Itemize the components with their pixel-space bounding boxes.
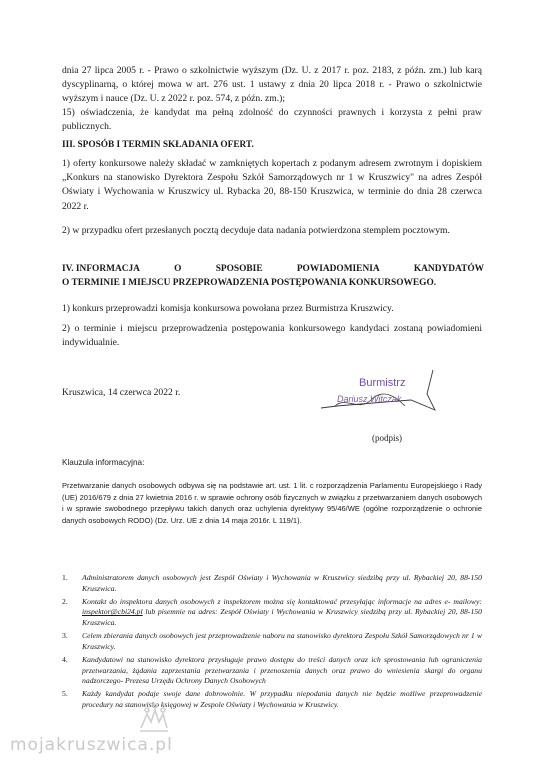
clause-title: Klauzula informacyjna: bbox=[62, 458, 145, 467]
watermark-text: mojakruszwica.pl bbox=[10, 735, 173, 755]
stamp-name: Dariusz Witczak bbox=[337, 394, 402, 404]
date-line: Kruszwica, 14 czerwca 2022 r. bbox=[62, 387, 181, 398]
item-15-paragraph: 15) oświadczenia, że kandydat ma pełną zdolność do czynności prawnych i korzysta z pełni praw publicznych. bbox=[62, 107, 482, 133]
clause-item-number: 5. bbox=[62, 689, 68, 699]
clause-item-number: 3. bbox=[62, 631, 68, 641]
clause-item bbox=[62, 631, 482, 652]
clause-item-number: 1. bbox=[62, 573, 68, 582]
section-3-heading: III. SPOSÓB I TERMIN SKŁADANIA OFERT. bbox=[62, 140, 254, 150]
clause-item bbox=[62, 689, 482, 710]
inspector-email-link[interactable]: inspektor@cbi24.pl bbox=[82, 607, 143, 617]
clause-item bbox=[62, 597, 482, 629]
watermark-logo-icon bbox=[137, 700, 171, 734]
clause-item-text: Każdy kandydat podaje swoje dane dobrowolnie. W przypadku niepodania danych nie będzie możliwe przeprowadzenie procedury na stanowisko księgowej w Zespole Oświaty i Wychowania w Kruszwicy. bbox=[82, 689, 482, 709]
section-4-heading-line-2: O TERMINIE I MIEJSCU PRZEPROWADZENIA POSTĘPOWANIA KONKURSOWEGO. bbox=[62, 277, 437, 288]
clause-item bbox=[62, 655, 482, 687]
heading-word: POWIADOMIENIA bbox=[296, 264, 380, 274]
clause-item-text: Kontakt do inspektora danych osobowych z inspektorem można się kontaktować przesyłając informacje na adres e- mailowy: bbox=[82, 596, 482, 606]
section-3-point-1: 1) oferty konkursowe należy składać w zamkniętych kopertach z podanym adresem zwrotnym i dopiskiem „Konkurs na stanowisko Dyrektora Zespołu Szkół Samorządowych nr 1 w Kruszwicy" na adres Zespół Oświaty i Wychowania w Kruszwicy ul. Rybacka 20, 88-150 Kruszwica, w terminie do dnia 28 czerwca 2022 r. bbox=[62, 158, 482, 212]
section-4-heading bbox=[62, 263, 484, 290]
clause-item-number: 4. bbox=[62, 654, 68, 664]
heading-word: IV. INFORMACJA bbox=[62, 264, 140, 274]
signature-caption: (podpis) bbox=[372, 433, 402, 443]
clause-intro: Przetwarzanie danych osobowych odbywa się na podstawie art. ust. 1 lit. c rozporządzenia Parlamentu Europejskiego i Rady (UE) 2016/679 z dnia 27 kwietnia 2016 r. w sprawie ochrony osób fizycznych w związku z przetwarzaniem danych osobowych i w sprawie swobodnego przepływu takich danych oraz uchylenia dyrektywy 95/46/WE (ogólne rozporządzenie o ochronie danych osobowych RODO) (Dz. Urz. UE z dnia 14 maja 2016r. L 119/1). bbox=[62, 481, 482, 525]
stamp-title: Burmistrz bbox=[359, 377, 406, 389]
heading-word: O bbox=[174, 264, 182, 274]
heading-word: SPOSOBIE bbox=[215, 264, 263, 274]
continuation-paragraph: dnia 27 lipca 2005 r. - Prawo o szkolnictwie wyższym (Dz. U. z 2017 r. poz. 2183, z późn. zm.) lub karą dyscyplinarną, o której mowa w art. 276 ust. 1 ustawy z dnia 20 lipca 2018 r. - Prawo o szkolnictwie wyższym i nauce (Dz. U. z 2022 r. poz. 574, z późn. zm.); bbox=[62, 65, 482, 105]
clause-item-text: Kandydatowi na stanowisko dyrektora przysługuje prawo dostępu do treści danych oraz ich sprostowania lub ograniczenia przetwarzania, żądania zaprzestania przetwarzania i przenoszenia danych oraz prawo do wniesienia skargi do organu nadzorczego- Prezesa Urzędu Ochrony Danych Osobowych bbox=[82, 654, 482, 686]
heading-word: KANDYDATÓW bbox=[413, 264, 484, 274]
clause-item-number: 2. bbox=[62, 596, 68, 606]
section-3-point-2: 2) w przypadku ofert przesłanych pocztą decyduje data nadania potwierdzona stemplem pocztowym. bbox=[62, 225, 450, 236]
clause-item-text: Celem zbierania danych osobowych jest przeprowadzenie naboru na stanowisko dyrektora Zespołu Szkół Samorządowych nr 1 w Kruszwicy. bbox=[82, 631, 482, 651]
clause-item-text: lub pisemnie na adres: Zespół Oświaty i Wychowania w Kruszwicy siedzibą przy ul. Rybackiej 20, 88-150 Kruszwica. bbox=[82, 607, 482, 627]
section-4-heading-line-1 bbox=[62, 263, 484, 277]
clause-item bbox=[62, 573, 482, 594]
clause-list bbox=[62, 573, 482, 713]
clause-item-text: Administratorem danych osobowych jest Zespół Oświaty i Wychowania w Kruszwicy siedzibą przy ul. Rybackiej 20, 88-150 Kruszwica. bbox=[82, 573, 482, 593]
section-4-point-2: 2) o terminie i miejscu przeprowadzenia postępowania konkursowego kandydaci zostaną powiadomieni indywidualnie. bbox=[62, 323, 482, 349]
signature-block bbox=[315, 366, 455, 436]
section-4-point-1: 1) konkurs przeprowadzi komisja konkursowa powołana przez Burmistrza Kruszwicy. bbox=[62, 303, 394, 314]
